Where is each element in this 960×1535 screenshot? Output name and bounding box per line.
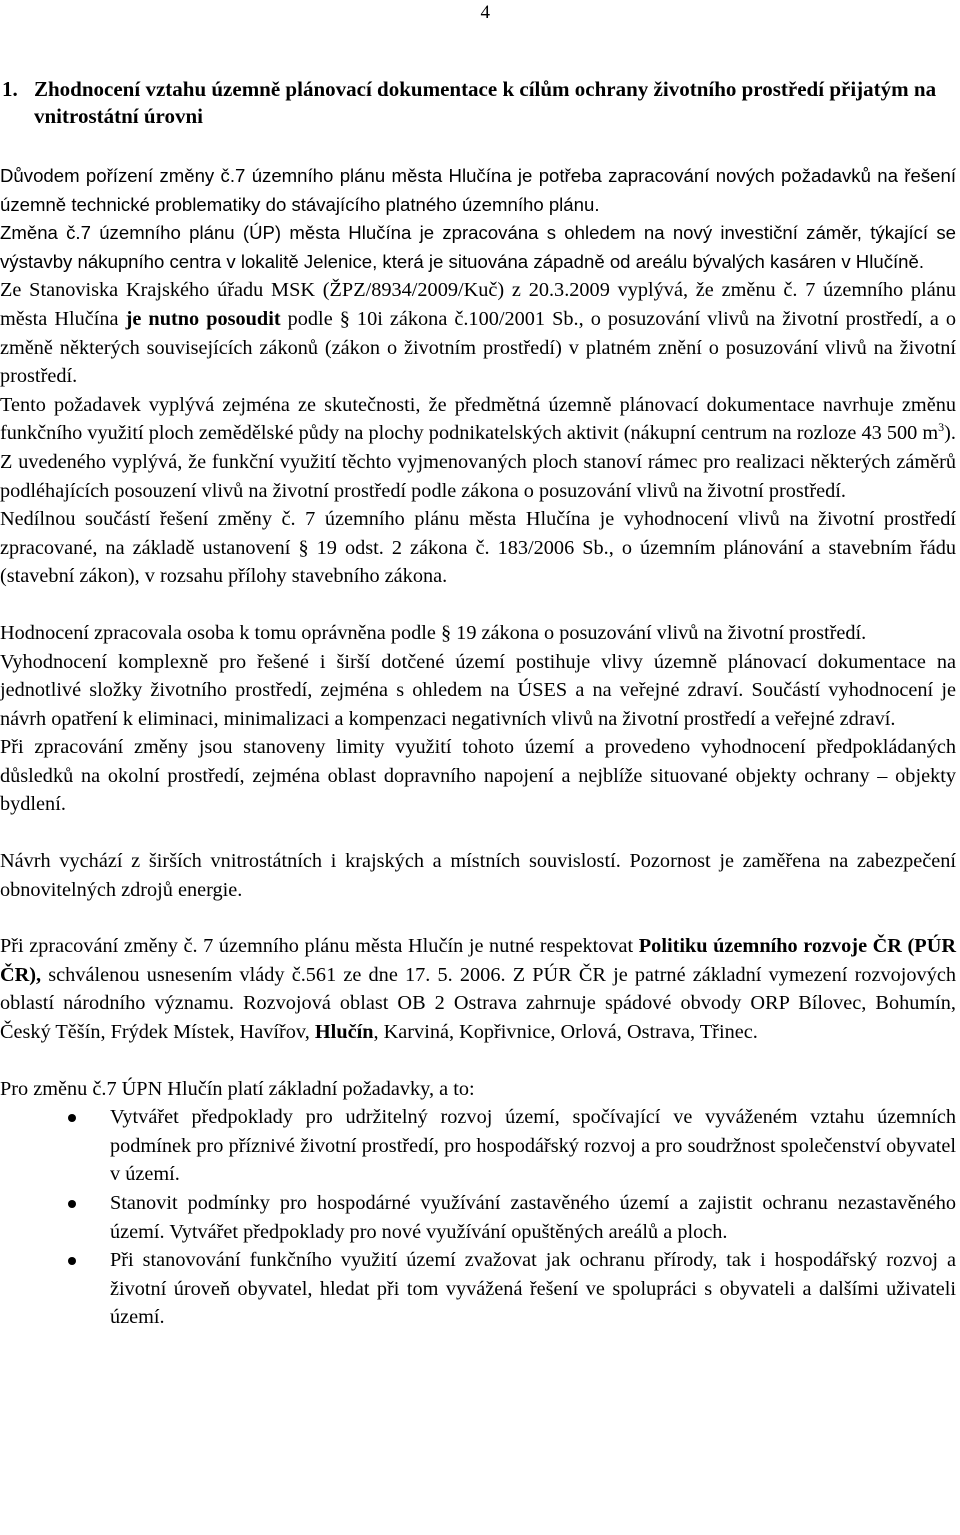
spacer (0, 904, 956, 932)
emphasis-politika: Politiku územního rozvoje ČR (PÚR ČR), (0, 935, 956, 986)
document-body (0, 162, 956, 1332)
bullet-icon (68, 1200, 76, 1208)
paragraph-hodnoceni: Hodnocení zpracovala osoba k tomu oprávněna podle § 19 zákona o posuzování vlivů na životní prostředí. (0, 621, 867, 644)
paragraph-nedilnou: Nedílnou součástí řešení změny č. 7 územního plánu města Hlučína je vyhodnocení vlivů na životní prostředí zpracované, na základě ustanovení § 19 odst. 2 zákona č. 183/2006 Sb., o územním plánování a stavebním řádu (stavební zákon), v rozsahu přílohy stavebního zákona. (0, 508, 956, 588)
list-item: Při stanovování funkčního využití území zvažovat jak ochranu přírody, tak i hospodářský rozvoj a životní úroveň obyvatel, hledat při tom vyvážená řešení ve spolupráci s obyvateli a dalšími uživateli území. (0, 1246, 956, 1332)
section-heading (2, 76, 952, 130)
paragraph-limity: Při zpracování změny jsou stanoveny limity využití tohoto území a provedeno vyhodnocení předpokládaných důsledků na okolní prostředí, zejména oblast dopravního napojení a nejblíže situované objekty ochrany – objekty bydlení. (0, 736, 956, 816)
paragraph-reason: Důvodem pořízení změny č.7 územního plánu města Hlučína je potřeba zapracování nových požadavků na řešení územně technické problematiky do stávajícího platného územního plánu. (0, 165, 956, 215)
paragraph-navrh: Návrh vychází z širších vnitrostátních i krajských a místních souvislostí. Pozornost je zaměřena na zabezpečení obnovitelných zdrojů energie. (0, 850, 956, 901)
paragraph-pozadavek: Tento požadavek vyplývá zejména ze skutečnosti, že předmětná územně plánovací dokumentace navrhuje změnu funkčního využití ploch zemědělské půdy na plochy podnikatelských aktivit (nákupní centrum na rozloze 43 500 $m^3$). Z uvedeného vyplývá, že funkční využití těchto vyjmenovaných ploch stanoví rámec pro realizaci některých záměrů podléhajících posouzení vlivů na životní prostředí podle zákona o posuzování vlivů na životní prostředí. (0, 393, 956, 502)
emphasis-hlucin: Hlučín (314, 1021, 374, 1044)
spacer (0, 591, 956, 619)
list-item: Vytvářet předpoklady pro udržitelný rozvoj území, spočívající ve vyváženém vztahu územních podmínek pro příznivé životní prostředí, pro hospodářský rozvoj a pro soudržnost společenství obyvatel v území. (0, 1103, 956, 1189)
emphasis-nutno-posoudit: je nutno posoudit (125, 307, 281, 330)
paragraph-pozadavky-intro: Pro změnu č.7 ÚPN Hlučín platí základní požadavky, a to: (0, 1077, 475, 1100)
spacer (0, 819, 956, 847)
page-number: 4 (480, 2, 490, 23)
list-item: Stanovit podmínky pro hospodárné využívání zastavěného území a zajistit ochranu nezastavěného území. Vytvářet předpoklady pro nové využívání opuštěných areálů a ploch. (0, 1189, 956, 1246)
paragraph-stanovisko: Ze Stanoviska Krajského úřadu MSK (ŽPZ/8934/2009/Kuč) z 20.3.2009 vyplývá, že změnu č. 7 územního plánu města Hlučína je nutno posoudit podle § 10i zákona č.100/2001 Sb., o posuzování vlivů na životní prostředí, a o změně některých souvisejících zákonů (zákon o životním prostředí) v platném znění o posuzování vlivů na životní prostředí. (0, 279, 957, 388)
spacer (0, 1047, 956, 1075)
bullet-icon (68, 1114, 76, 1122)
paragraph-vyhodnoceni: Vyhodnocení komplexně pro řešené i širší dotčené území postihuje vlivy územně plánovací dokumentace na jednotlivé složky životního prostředí, zejména s ohledem na ÚSES a na veřejné zdraví. Součástí vyhodnocení je návrh opatření k eliminaci, minimalizaci a kompenzaci negativních vlivů na životní prostředí a veřejné zdraví. (0, 650, 956, 730)
paragraph-change-7: Změna č.7 územního plánu (ÚP) města Hlučína je zpracována s ohledem na nový investiční záměr, týkající se výstavby nákupního centra v lokalitě Jelenice, která je situována západně od areálu bývalých kasáren v Hlučíně. (0, 222, 956, 272)
section-number: 1. (2, 77, 18, 101)
requirements-list (0, 1103, 956, 1332)
superscript-3: 3 (938, 420, 945, 435)
paragraph-politika: Při zpracování změny č. 7 územního plánu města Hlučín je nutné respektovat Politiku územního rozvoje ČR (PÚR ČR), schválenou usnesením vlády č.561 ze dne 17. 5. 2006. Z PÚR ČR je patrné základní vymezení rozvojových oblastí národního významu. Rozvojová oblast OB 2 Ostrava zahrnuje spádové obvody ORP Bílovec, Bohumín, Český Těšín, Frýdek Místek, Havířov, Hlučín, Karviná, Kopřivnice, Orlová, Ostrava, Třinec. (0, 935, 956, 1044)
bullet-icon (68, 1257, 76, 1265)
section-title: Zhodnocení vztahu územně plánovací dokumentace k cílům ochrany životního prostředí přijatým na vnitrostátní úrovni (34, 77, 937, 128)
